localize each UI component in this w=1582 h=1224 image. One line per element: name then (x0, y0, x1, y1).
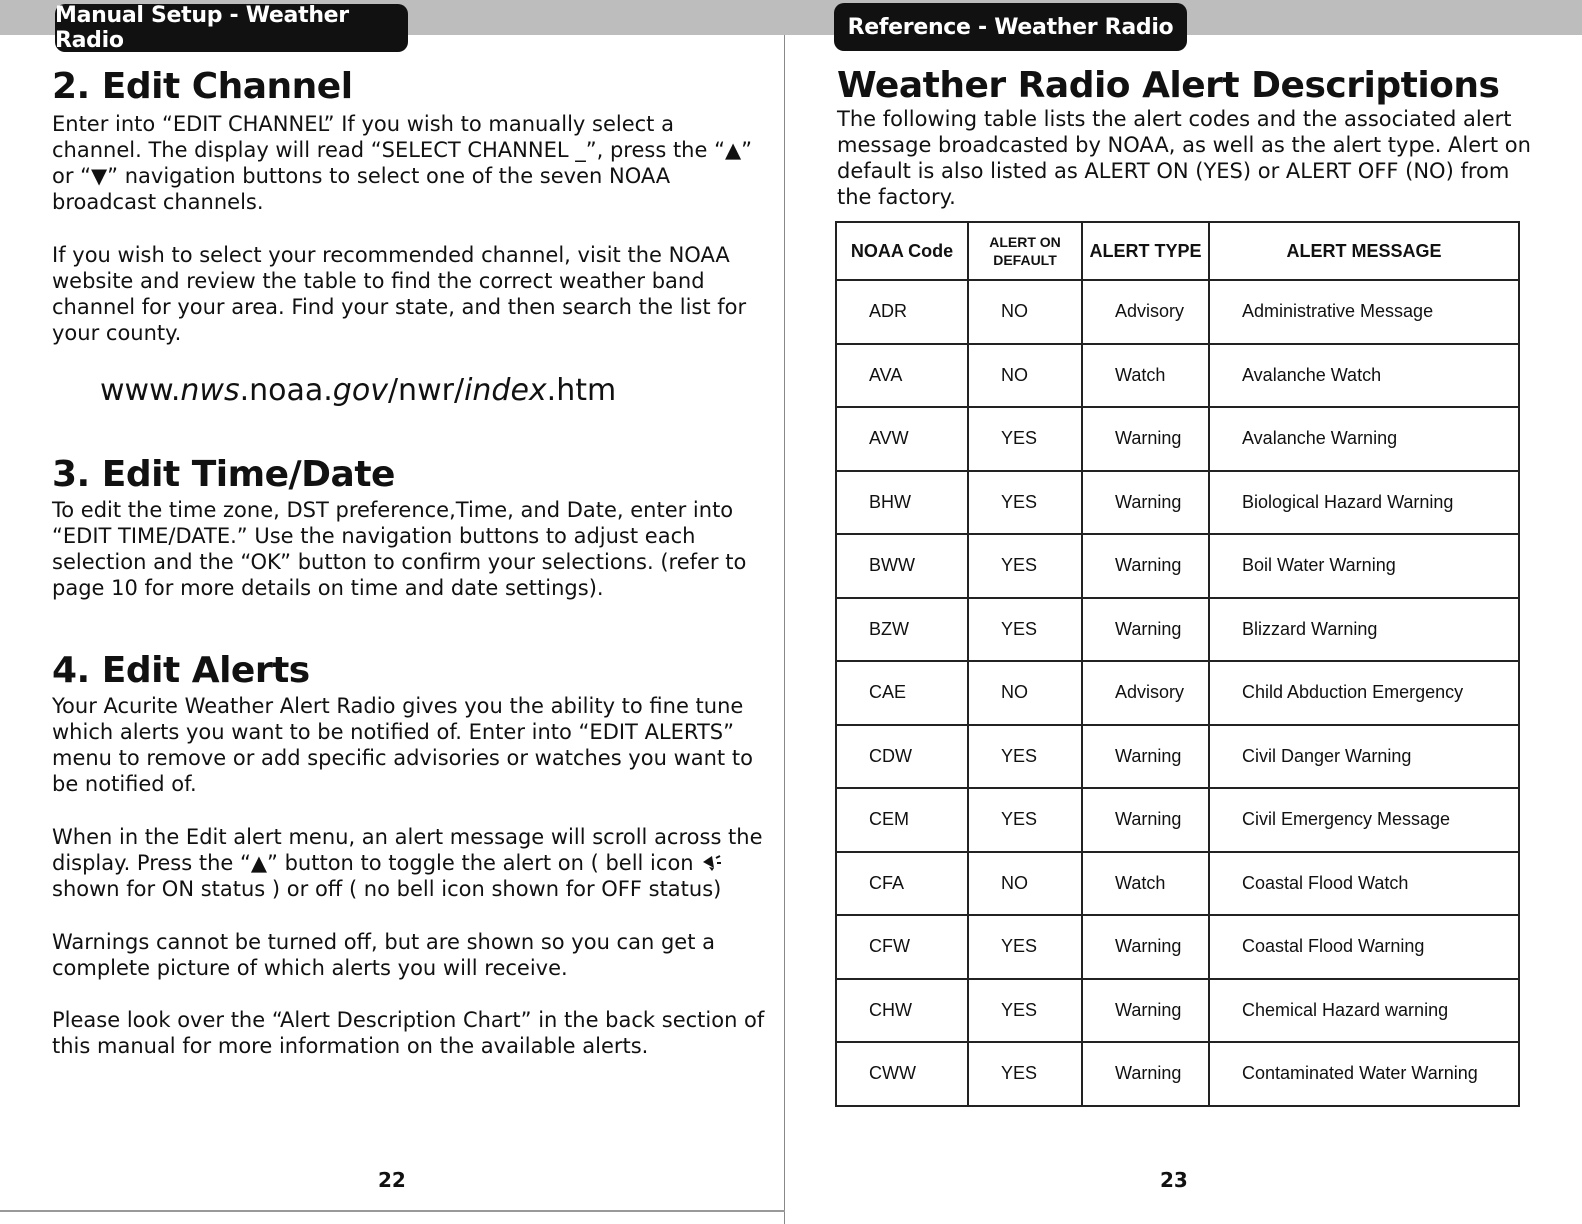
bottom-divider (0, 1210, 785, 1212)
heading-edit-alerts: 4. Edit Alerts (52, 650, 310, 691)
cell-alert-type: Warning (1082, 471, 1209, 535)
cell-alert-message: Boil Water Warning (1209, 534, 1519, 598)
cell-alert-default: YES (968, 471, 1082, 535)
table-header-row (836, 222, 1519, 280)
bell-icon (700, 851, 722, 875)
cell-alert-default: NO (968, 280, 1082, 344)
cell-noaa-code: CWW (836, 1042, 968, 1106)
cell-noaa-code: AVA (836, 344, 968, 408)
cell-alert-default: NO (968, 344, 1082, 408)
cell-noaa-code: ADR (836, 280, 968, 344)
table-row (836, 534, 1519, 598)
table-row (836, 407, 1519, 471)
table-row (836, 661, 1519, 725)
cell-alert-default: YES (968, 534, 1082, 598)
cell-alert-type: Warning (1082, 979, 1209, 1043)
table-row (836, 280, 1519, 344)
header-alert-message: ALERT MESSAGE (1209, 222, 1519, 280)
table-row (836, 344, 1519, 408)
cell-alert-type: Advisory (1082, 661, 1209, 725)
cell-alert-message: Chemical Hazard warning (1209, 979, 1519, 1043)
table-row (836, 598, 1519, 662)
edit-time-date-paragraph: To edit the time zone, DST preference,Time, and Date, enter into “EDIT TIME/DATE.” Use the navigation buttons to adjust each selection and the “OK” button to confirm your selections. (refer to page 10 for more details on time and date settings). (52, 498, 747, 600)
cell-alert-message: Biological Hazard Warning (1209, 471, 1519, 535)
cell-alert-message: Blizzard Warning (1209, 598, 1519, 662)
table-row (836, 471, 1519, 535)
cell-noaa-code: CFA (836, 852, 968, 916)
cell-alert-default: YES (968, 725, 1082, 789)
alert-descriptions-intro: The following table lists the alert codes and the associated alert message broadcasted by NOAA, as well as the alert type. Alert on default is also listed as ALERT ON (YES) or ALERT OFF (NO) from the factory. (837, 107, 1531, 209)
cell-alert-default: YES (968, 1042, 1082, 1106)
table-row (836, 979, 1519, 1043)
cell-noaa-code: CEM (836, 788, 968, 852)
heading-alert-descriptions: Weather Radio Alert Descriptions (837, 65, 1500, 106)
page-number-right: 23 (1160, 1168, 1188, 1192)
cell-noaa-code: AVW (836, 407, 968, 471)
cell-alert-message: Contaminated Water Warning (1209, 1042, 1519, 1106)
cell-alert-message: Civil Danger Warning (1209, 725, 1519, 789)
header-alert-on-default: ALERT ON DEFAULT (968, 222, 1082, 280)
cell-noaa-code: BWW (836, 534, 968, 598)
page-spine-divider (784, 35, 785, 1224)
cell-noaa-code: CFW (836, 915, 968, 979)
cell-noaa-code: CHW (836, 979, 968, 1043)
cell-alert-type: Warning (1082, 915, 1209, 979)
cell-alert-default: YES (968, 788, 1082, 852)
cell-alert-type: Watch (1082, 852, 1209, 916)
cell-alert-default: YES (968, 979, 1082, 1043)
cell-noaa-code: BZW (836, 598, 968, 662)
cell-alert-type: Warning (1082, 725, 1209, 789)
cell-alert-message: Coastal Flood Warning (1209, 915, 1519, 979)
noaa-url-link[interactable]: www.nws.noaa.gov/nwr/index.htm (100, 373, 617, 408)
cell-alert-type: Warning (1082, 598, 1209, 662)
cell-alert-default: YES (968, 407, 1082, 471)
cell-alert-message: Child Abduction Emergency (1209, 661, 1519, 725)
cell-alert-default: YES (968, 598, 1082, 662)
edit-alerts-paragraph-1: Your Acurite Weather Alert Radio gives you the ability to fine tune which alerts you want to be notified of. Enter into “EDIT ALERTS” menu to remove or add specific advisories or watches you want to be notified of. (52, 694, 753, 796)
header-noaa-code: NOAA Code (836, 222, 968, 280)
heading-edit-channel: 2. Edit Channel (52, 66, 353, 107)
table-row (836, 725, 1519, 789)
table-row (836, 915, 1519, 979)
edit-alerts-paragraph-4: Please look over the “Alert Description Chart” in the back section of this manual for more information on the available alerts. (52, 1008, 765, 1058)
cell-alert-type: Warning (1082, 534, 1209, 598)
cell-alert-message: Administrative Message (1209, 280, 1519, 344)
cell-alert-message: Coastal Flood Watch (1209, 852, 1519, 916)
table-row (836, 1042, 1519, 1106)
cell-alert-default: NO (968, 661, 1082, 725)
alert-descriptions-table (835, 221, 1520, 1107)
cell-alert-type: Warning (1082, 1042, 1209, 1106)
cell-noaa-code: CAE (836, 661, 968, 725)
heading-edit-time-date: 3. Edit Time/Date (52, 454, 395, 495)
cell-alert-default: NO (968, 852, 1082, 916)
cell-alert-message: Avalanche Watch (1209, 344, 1519, 408)
right-section-tab: Reference - Weather Radio (834, 3, 1187, 51)
edit-channel-paragraph-1: Enter into “EDIT CHANNEL” If you wish to manually select a channel. The display will read “SELECT CHANNEL _”, press the “▲” or “▼” navigation buttons to select one of the seven NOAA broadcast channels. (52, 112, 752, 214)
cell-noaa-code: BHW (836, 471, 968, 535)
cell-noaa-code: CDW (836, 725, 968, 789)
edit-alerts-paragraph-3: Warnings cannot be turned off, but are shown so you can get a complete picture of which alerts you will receive. (52, 930, 715, 980)
header-alert-type: ALERT TYPE (1082, 222, 1209, 280)
cell-alert-message: Civil Emergency Message (1209, 788, 1519, 852)
cell-alert-type: Warning (1082, 407, 1209, 471)
cell-alert-type: Advisory (1082, 280, 1209, 344)
table-row (836, 788, 1519, 852)
cell-alert-type: Watch (1082, 344, 1209, 408)
left-section-tab: Manual Setup - Weather Radio (55, 4, 408, 52)
edit-alerts-paragraph-2: When in the Edit alert menu, an alert message will scroll across the display. Press the “▲” button to toggle the alert on ( bell icon shown for ON status ) or off ( no bell icon shown for OFF status) (52, 825, 763, 901)
cell-alert-message: Avalanche Warning (1209, 407, 1519, 471)
cell-alert-default: YES (968, 915, 1082, 979)
page-number-left: 22 (378, 1168, 406, 1192)
cell-alert-type: Warning (1082, 788, 1209, 852)
edit-channel-paragraph-2: If you wish to select your recommended channel, visit the NOAA website and review the table to find the correct weather band channel for your area. Find your state, and then search the list for your county. (52, 243, 747, 345)
table-row (836, 852, 1519, 916)
